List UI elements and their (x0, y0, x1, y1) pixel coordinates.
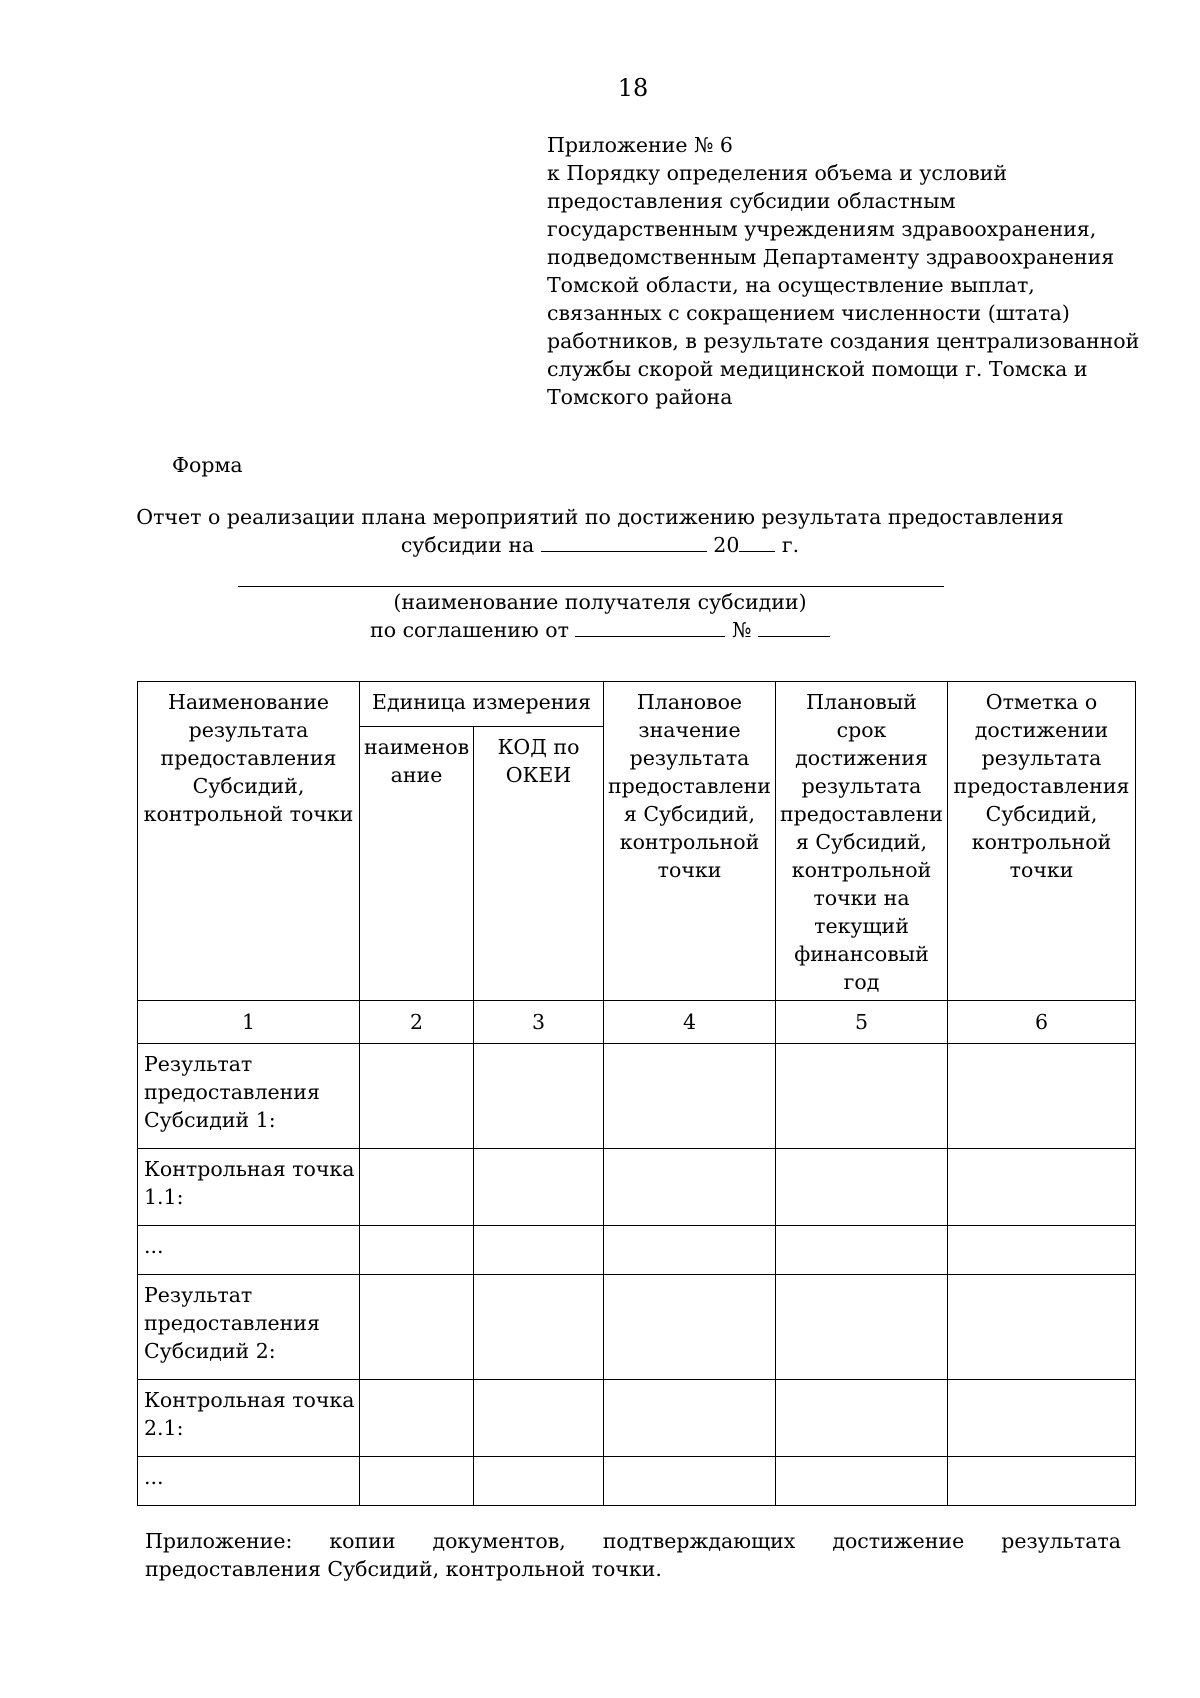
year-suffix: г. (781, 533, 800, 557)
attachment-note: Приложение: копии документов, подтверждающих достижение результата предоставления Субсидий, контрольной точки. (145, 1529, 1121, 1581)
table-cell (474, 1226, 604, 1275)
agreement-number-blank (758, 616, 830, 637)
column-number: 6 (948, 1001, 1136, 1044)
report-title-prefix: субсидии на (400, 533, 535, 557)
table-cell (360, 1226, 474, 1275)
column-number: 2 (360, 1001, 474, 1044)
appendix-line: работников, в результате создания централизованной (547, 329, 1140, 353)
appendix-line: государственным учреждениям здравоохранения, (547, 217, 1097, 241)
header-unit-name: наименов ание (360, 727, 474, 1001)
table-cell (360, 1149, 474, 1226)
table-cell (776, 1226, 948, 1275)
table-row (138, 1226, 1136, 1275)
row-label: Контрольная точка 1.1: (138, 1149, 360, 1226)
page-number: 18 (617, 74, 649, 102)
table-cell (604, 1149, 776, 1226)
report-title-line2 (120, 531, 1080, 559)
appendix-line: службы скорой медицинской помощи г. Томска и (547, 357, 1088, 381)
table-cell (474, 1275, 604, 1380)
table-cell (776, 1457, 948, 1506)
table-cell (474, 1457, 604, 1506)
table-cell (474, 1149, 604, 1226)
table-row (138, 1044, 1136, 1149)
table-cell (948, 1226, 1136, 1275)
table-cell (604, 1226, 776, 1275)
column-number: 3 (474, 1001, 604, 1044)
table-cell (360, 1380, 474, 1457)
column-number: 5 (776, 1001, 948, 1044)
appendix-line: предоставления субсидии областным (547, 189, 956, 213)
table-cell (948, 1149, 1136, 1226)
table-cell (604, 1380, 776, 1457)
year-blank (739, 531, 775, 552)
report-table (137, 681, 1136, 1506)
row-label: ... (138, 1226, 360, 1275)
row-label: Результат предоставления Субсидий 1: (138, 1044, 360, 1149)
date-blank (541, 531, 707, 552)
report-title (120, 503, 1080, 559)
column-number: 1 (138, 1001, 360, 1044)
table-row (138, 1380, 1136, 1457)
recipient-name-line (238, 586, 944, 587)
agreement-date-blank (575, 616, 725, 637)
recipient-caption: (наименование получателя субсидии) (393, 590, 807, 614)
report-title-line1: Отчет о реализации плана мероприятий по достижению результата предоставления (136, 505, 1064, 529)
header-result-name: Наименование результата предоставления Субсидий, контрольной точки (138, 682, 360, 1001)
appendix-line: к Порядку определения объема и условий (547, 161, 1008, 185)
table-cell (474, 1380, 604, 1457)
table-cell (948, 1457, 1136, 1506)
table-cell (948, 1044, 1136, 1149)
header-unit-group: Единица измерения (360, 682, 604, 727)
table-cell (776, 1275, 948, 1380)
table-cell (604, 1457, 776, 1506)
header-okei-code: КОД по ОКЕИ (474, 727, 604, 1001)
agreement-prefix: по соглашению от (370, 618, 569, 642)
year-prefix: 20 (713, 533, 740, 557)
table-row (138, 1457, 1136, 1506)
appendix-line: подведомственным Департаменту здравоохранения (547, 245, 1115, 269)
header-planned-deadline: Плановый срок достижения результата предоставлени я Субсидий, контрольной точки на текущий финансовый год (776, 682, 948, 1001)
table-row (138, 1275, 1136, 1380)
row-label: Контрольная точка 2.1: (138, 1380, 360, 1457)
form-label: Форма (172, 453, 243, 477)
appendix-line: связанных с сокращением численности (штата) (547, 301, 1070, 325)
appendix-header (547, 131, 1147, 411)
agreement-number-sign: № (732, 618, 752, 642)
appendix-line: Томской области, на осуществление выплат, (547, 273, 1035, 297)
table-cell (948, 1275, 1136, 1380)
table-cell (604, 1044, 776, 1149)
table-cell (360, 1457, 474, 1506)
header-planned-value: Плановое значение результата предоставлени я Субсидий, контрольной точки (604, 682, 776, 1001)
table-header-row (138, 682, 1136, 727)
table-cell (604, 1275, 776, 1380)
column-number: 4 (604, 1001, 776, 1044)
table-column-numbers-row (138, 1001, 1136, 1044)
table-cell (360, 1275, 474, 1380)
table-cell (776, 1044, 948, 1149)
table-row (138, 1149, 1136, 1226)
table-cell (776, 1149, 948, 1226)
table-cell (474, 1044, 604, 1149)
row-label: Результат предоставления Субсидий 2: (138, 1275, 360, 1380)
agreement-line (120, 616, 1080, 644)
table-cell (948, 1380, 1136, 1457)
table-cell (776, 1380, 948, 1457)
table-cell (360, 1044, 474, 1149)
appendix-line: Приложение № 6 (547, 133, 733, 157)
row-label: ... (138, 1457, 360, 1506)
appendix-line: Томского района (547, 385, 733, 409)
header-achievement-mark: Отметка о достижении результата предоставления Субсидий, контрольной точки (948, 682, 1136, 1001)
